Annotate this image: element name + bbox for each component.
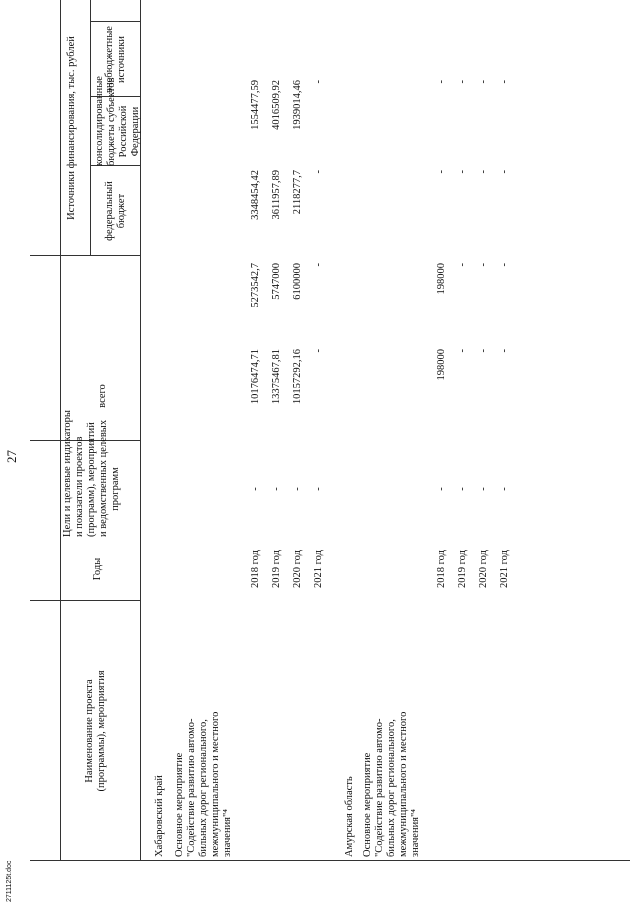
total-cell: 10176474,71 bbox=[250, 349, 261, 405]
table-row bbox=[250, 0, 264, 905]
regional-cell: - bbox=[313, 170, 324, 174]
federal-cell: - bbox=[478, 263, 489, 267]
group-header-border bbox=[90, 0, 91, 256]
goals-cell: - bbox=[250, 487, 261, 491]
goals-cell: - bbox=[457, 487, 468, 491]
footer-doc-code-text: 2711125t.doc bbox=[6, 860, 13, 902]
total-cell: 10157292,16 bbox=[292, 349, 303, 405]
total-cell: - bbox=[478, 349, 489, 353]
other-cell: 1554477,59 bbox=[250, 80, 261, 130]
federal-cell: - bbox=[499, 263, 510, 267]
goals-cell: - bbox=[292, 487, 303, 491]
table-row bbox=[271, 0, 285, 905]
regional-cell: 3348454,42 bbox=[250, 170, 261, 220]
other-cell: - bbox=[478, 80, 489, 84]
total-cell: 13375467,81 bbox=[271, 349, 282, 405]
federal-cell: 6100000 bbox=[292, 263, 303, 300]
table-row bbox=[499, 0, 513, 905]
federal-cell: 5273542,7 bbox=[250, 263, 261, 308]
goals-cell: - bbox=[478, 487, 489, 491]
year-cell: 2018 год bbox=[250, 550, 261, 588]
federal-cell: 5747000 bbox=[271, 263, 282, 300]
regional-cell: - bbox=[478, 170, 489, 174]
year-cell: 2021 год bbox=[313, 550, 324, 588]
header-regional: консолидированные бюджеты субъектов Российской Федерации bbox=[94, 76, 141, 166]
header-goals: Цели и целевые индикаторы и показатели проектов (программ), мероприятий и ведомственных целевых программ bbox=[62, 410, 121, 537]
table-top-border bbox=[60, 0, 61, 861]
year-cell: 2018 год bbox=[436, 550, 447, 588]
goals-cell: - bbox=[313, 487, 324, 491]
federal-cell: - bbox=[457, 263, 468, 267]
header-federal: федеральный бюджет bbox=[104, 181, 127, 241]
federal-cell: 198000 bbox=[436, 263, 447, 295]
federal-cell: - bbox=[313, 263, 324, 267]
table-row bbox=[478, 0, 492, 905]
other-cell: - bbox=[313, 80, 324, 84]
table-row bbox=[457, 0, 471, 905]
table-left-border bbox=[30, 860, 630, 861]
total-cell: - bbox=[313, 349, 324, 353]
total-cell: 198000 bbox=[436, 349, 447, 381]
footer-doc-code bbox=[6, 842, 16, 902]
activity-description: Основное мероприятие "Содействие развитию автомо- бильных дорог регионального, межмуниципального и местного значения"⁴ bbox=[362, 711, 421, 857]
header-total: всего bbox=[97, 384, 108, 408]
goals-cell: - bbox=[271, 487, 282, 491]
header-project-name: Наименование проекта (программы), мероприятия bbox=[84, 670, 107, 792]
header-extra-budgetary: внебюджетные источники bbox=[104, 26, 127, 93]
regional-cell: - bbox=[457, 170, 468, 174]
year-cell: 2020 год bbox=[292, 550, 303, 588]
regional-cell: - bbox=[436, 170, 447, 174]
goals-cell: - bbox=[499, 487, 510, 491]
year-cell: 2021 год bbox=[499, 550, 510, 588]
region-name: Амурская область bbox=[344, 776, 355, 857]
year-cell: 2020 год bbox=[478, 550, 489, 588]
regional-cell: 2118277,7 bbox=[292, 170, 303, 215]
header-funding-sources: Источники финансирования, тыс. рублей bbox=[66, 36, 77, 220]
other-cell: 1939014,46 bbox=[292, 80, 303, 130]
year-cell: 2019 год bbox=[457, 550, 468, 588]
total-cell: - bbox=[499, 349, 510, 353]
year-cell: 2019 год bbox=[271, 550, 282, 588]
region-name: Хабаровский край bbox=[154, 775, 165, 857]
table-row bbox=[313, 0, 327, 905]
other-cell: - bbox=[457, 80, 468, 84]
other-cell: - bbox=[499, 80, 510, 84]
goals-cell: - bbox=[436, 487, 447, 491]
total-cell: - bbox=[457, 349, 468, 353]
header-years: Годы bbox=[92, 557, 103, 581]
table-row bbox=[292, 0, 306, 905]
other-cell: - bbox=[436, 80, 447, 84]
page-number: 27 bbox=[4, 450, 19, 463]
activity-description: Основное мероприятие "Содействие развитию автомо- бильных дорог регионального, межмуниципального и местного значения"⁴ bbox=[174, 711, 233, 857]
regional-cell: 3611957,89 bbox=[271, 170, 282, 220]
other-cell: 4016509,92 bbox=[271, 80, 282, 130]
regional-cell: - bbox=[499, 170, 510, 174]
table-row bbox=[436, 0, 450, 905]
